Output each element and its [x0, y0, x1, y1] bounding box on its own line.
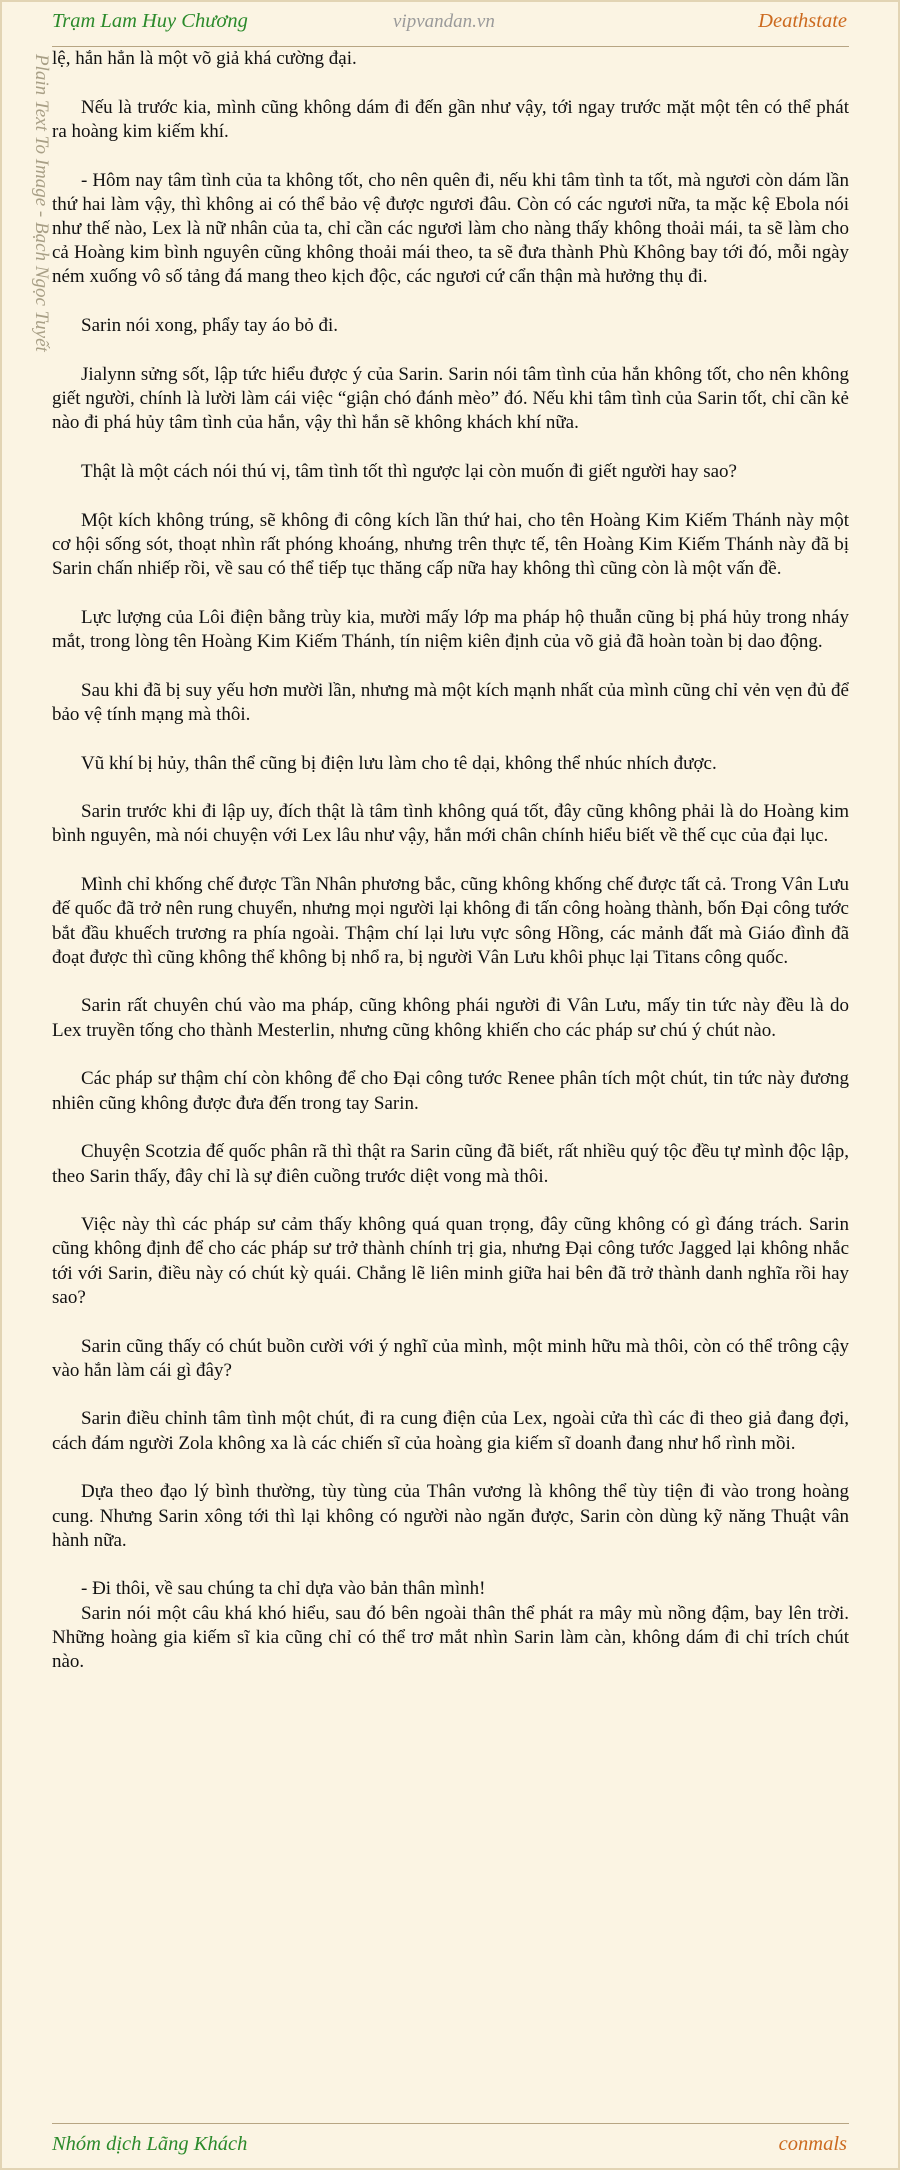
paragraph: Các pháp sư thậm chí còn không để cho Đại công tước Renee phân tích một chút, tin tức này đương nhiên cũng không được đưa đến trong tay Sarin. — [52, 1068, 849, 1114]
paragraph: - Hôm nay tâm tình của ta không tốt, cho nên quên đi, nếu khi tâm tình ta tốt, mà ngươi còn dám lần thứ hai làm vậy, thì không ai có thể bảo vệ được ngươi đâu. Còn có các ngươi nữa, ta mặc kệ Ebola nói như thế nào, Lex là nữ nhân của ta, chỉ cần các ngươi làm cho nàng thấy không thoải mái, ta sẽ làm cho cả Hoàng kim bình nguyên cũng không thoải mái theo, ta sẽ đưa thành Phù Không bay tới đó, mỗi ngày ném xuống vô số tảng đá mang theo kịch độc, các ngươi cứ cẩn thận mà hưởng thụ đi. — [52, 169, 849, 288]
paragraph: Jialynn sửng sốt, lập tức hiểu được ý của Sarin. Sarin nói tâm tình của hắn không tốt, cho nên không giết người, chính là lười làm cái việc “giận chó đánh mèo” đó. Nếu khi tâm tình của Sarin tốt, chỉ cần kẻ nào đi phá hủy tâm tình của hắn, vậy thì hắn sẽ không khách khí nữa. — [52, 363, 849, 434]
paragraph: Chuyện Scotzia đế quốc phân rã thì thật ra Sarin cũng đã biết, rất nhiều quý tộc đều tự mình độc lập, theo Sarin thấy, đây chỉ là sự điên cuồng trước diệt vong mà thôi. — [52, 1141, 849, 1187]
side-watermark-text: Plain Text To Image - Bạch Ngọc Tuyết — [31, 54, 52, 352]
header-source-title: Trạm Lam Huy Chương — [52, 10, 248, 32]
paragraph: Dựa theo đạo lý bình thường, tùy tùng của Thân vương là không thể tùy tiện đi vào trong hoàng cung. Nhưng Sarin xông tới thì lại không có người nào ngăn được, Sarin còn dùng kỹ năng Thuật vân hành nữa. — [52, 1481, 849, 1551]
paragraph: Việc này thì các pháp sư cảm thấy không quá quan trọng, đây cũng không có gì đáng trách. Sarin cũng không định để cho các pháp sư trở thành chính trị gia, nhưng Đại công tước Jagged lại không nhắc tới với Sarin, điều này có chút kỳ quái. Chẳng lẽ liên minh giữa hai bên đã trở thành danh nghĩa rồi hay sao? — [52, 1214, 849, 1308]
footer-translator-group: Nhóm dịch Lãng Khách — [52, 2133, 248, 2155]
page-footer — [52, 2123, 849, 2164]
paragraph: Mình chỉ khống chế được Tần Nhân phương bắc, cũng không khống chế được tất cả. Trong Vân Lưu đế quốc đã trở nên rung chuyển, nhưng mọi người lại không đi tấn công hoàng thành, bốn Đại công tước bắt đầu khuếch trương ra phía ngoài. Thậm chí lại lưu vực sông Hồng, các mảnh đất mà Giáo đình đã đoạt được thì cũng không thể không bị nhổ ra, bị người Vân Lưu khôi phục lại Titans công quốc. — [52, 874, 849, 968]
paragraph: Lực lượng của Lôi điện bằng trùy kia, mười mấy lớp ma pháp hộ thuẫn cũng bị phá hủy trong nháy mắt, trong lòng tên Hoàng Kim Kiếm Thánh, tín niệm kiên định của võ giả đã hoàn toàn bị dao động. — [52, 606, 849, 652]
paragraph: Một kích không trúng, sẽ không đi công kích lần thứ hai, cho tên Hoàng Kim Kiếm Thánh này một cơ hội sống sót, thoạt nhìn rất phóng khoáng, nhưng trên thực tế, tên Hoàng Kim Kiếm Thánh này đã bị Sarin chấn nhiếp rồi, về sau có thể tiếp tục thăng cấp nữa hay không thì cũng còn là một vấn đề. — [52, 509, 849, 580]
paragraph: Sarin cũng thấy có chút buồn cười với ý nghĩ của mình, một minh hữu mà thôi, còn có thể trông cậy vào hắn làm cái gì đây? — [52, 1335, 849, 1381]
paragraph: Sarin điều chỉnh tâm tình một chút, đi ra cung điện của Lex, ngoài cửa thì các đi theo giả đang đợi, cách đám người Zola không xa là các chiến sĩ của hoàng gia kiếm sĩ doanh đang như hổ rình mồi. — [52, 1408, 849, 1454]
paragraph: lệ, hắn hẳn là một võ giả khá cường đại. — [52, 48, 357, 69]
paragraph: Sarin rất chuyên chú vào ma pháp, cũng không phái người đi Vân Lưu, mấy tin tức này đều là do Lex truyền tống cho thành Mesterlin, nhưng cũng không khiến cho các pháp sư chú ý chút nào. — [52, 995, 849, 1041]
paragraph: Vũ khí bị hủy, thân thể cũng bị điện lưu làm cho tê dại, không thể nhúc nhích được. — [81, 752, 717, 774]
side-watermark — [8, 52, 52, 392]
paragraph: Sarin nói một câu khá khó hiểu, sau đó bên ngoài thân thể phát ra mây mù nồng đậm, bay lên trời. Những hoàng gia kiếm sĩ kia cũng chỉ có thể trơ mắt nhìn Sarin làm càn, không dám đi chỉ trích chút nào. — [52, 1602, 849, 1673]
header-chapter-title: Deathstate — [758, 10, 847, 32]
paragraph: Thật là một cách nói thú vị, tâm tình tốt thì ngược lại còn muốn đi giết người hay sao? — [81, 460, 737, 482]
chapter-body — [52, 47, 849, 1699]
paragraph: Sau khi đã bị suy yếu hơn mười lần, nhưng mà một kích mạnh nhất của mình cũng chỉ vẻn vẹn đủ để bảo vệ tính mạng mà thôi. — [52, 679, 849, 725]
footer-editor-name: conmals — [778, 2133, 847, 2155]
paragraph: Sarin trước khi đi lập uy, đích thật là tâm tình không quá tốt, đây cũng không phải là do Hoàng kim bình nguyên, mà nói chuyện với Lex lâu như vậy, hắn mới chân chính hiểu biết về thế cục của đại lục. — [52, 801, 849, 847]
dialogue-line: - Đi thôi, về sau chúng ta chỉ dựa vào bản thân mình! — [81, 1578, 486, 1600]
paragraph: Nếu là trước kia, mình cũng không dám đi đến gần như vậy, tới ngay trước mặt một tên có thể phát ra hoàng kim kiếm khí. — [52, 96, 849, 142]
page-header — [52, 8, 849, 47]
paragraph: Sarin nói xong, phẩy tay áo bỏ đi. — [81, 315, 338, 337]
header-site-name: vipvandan.vn — [393, 11, 495, 32]
